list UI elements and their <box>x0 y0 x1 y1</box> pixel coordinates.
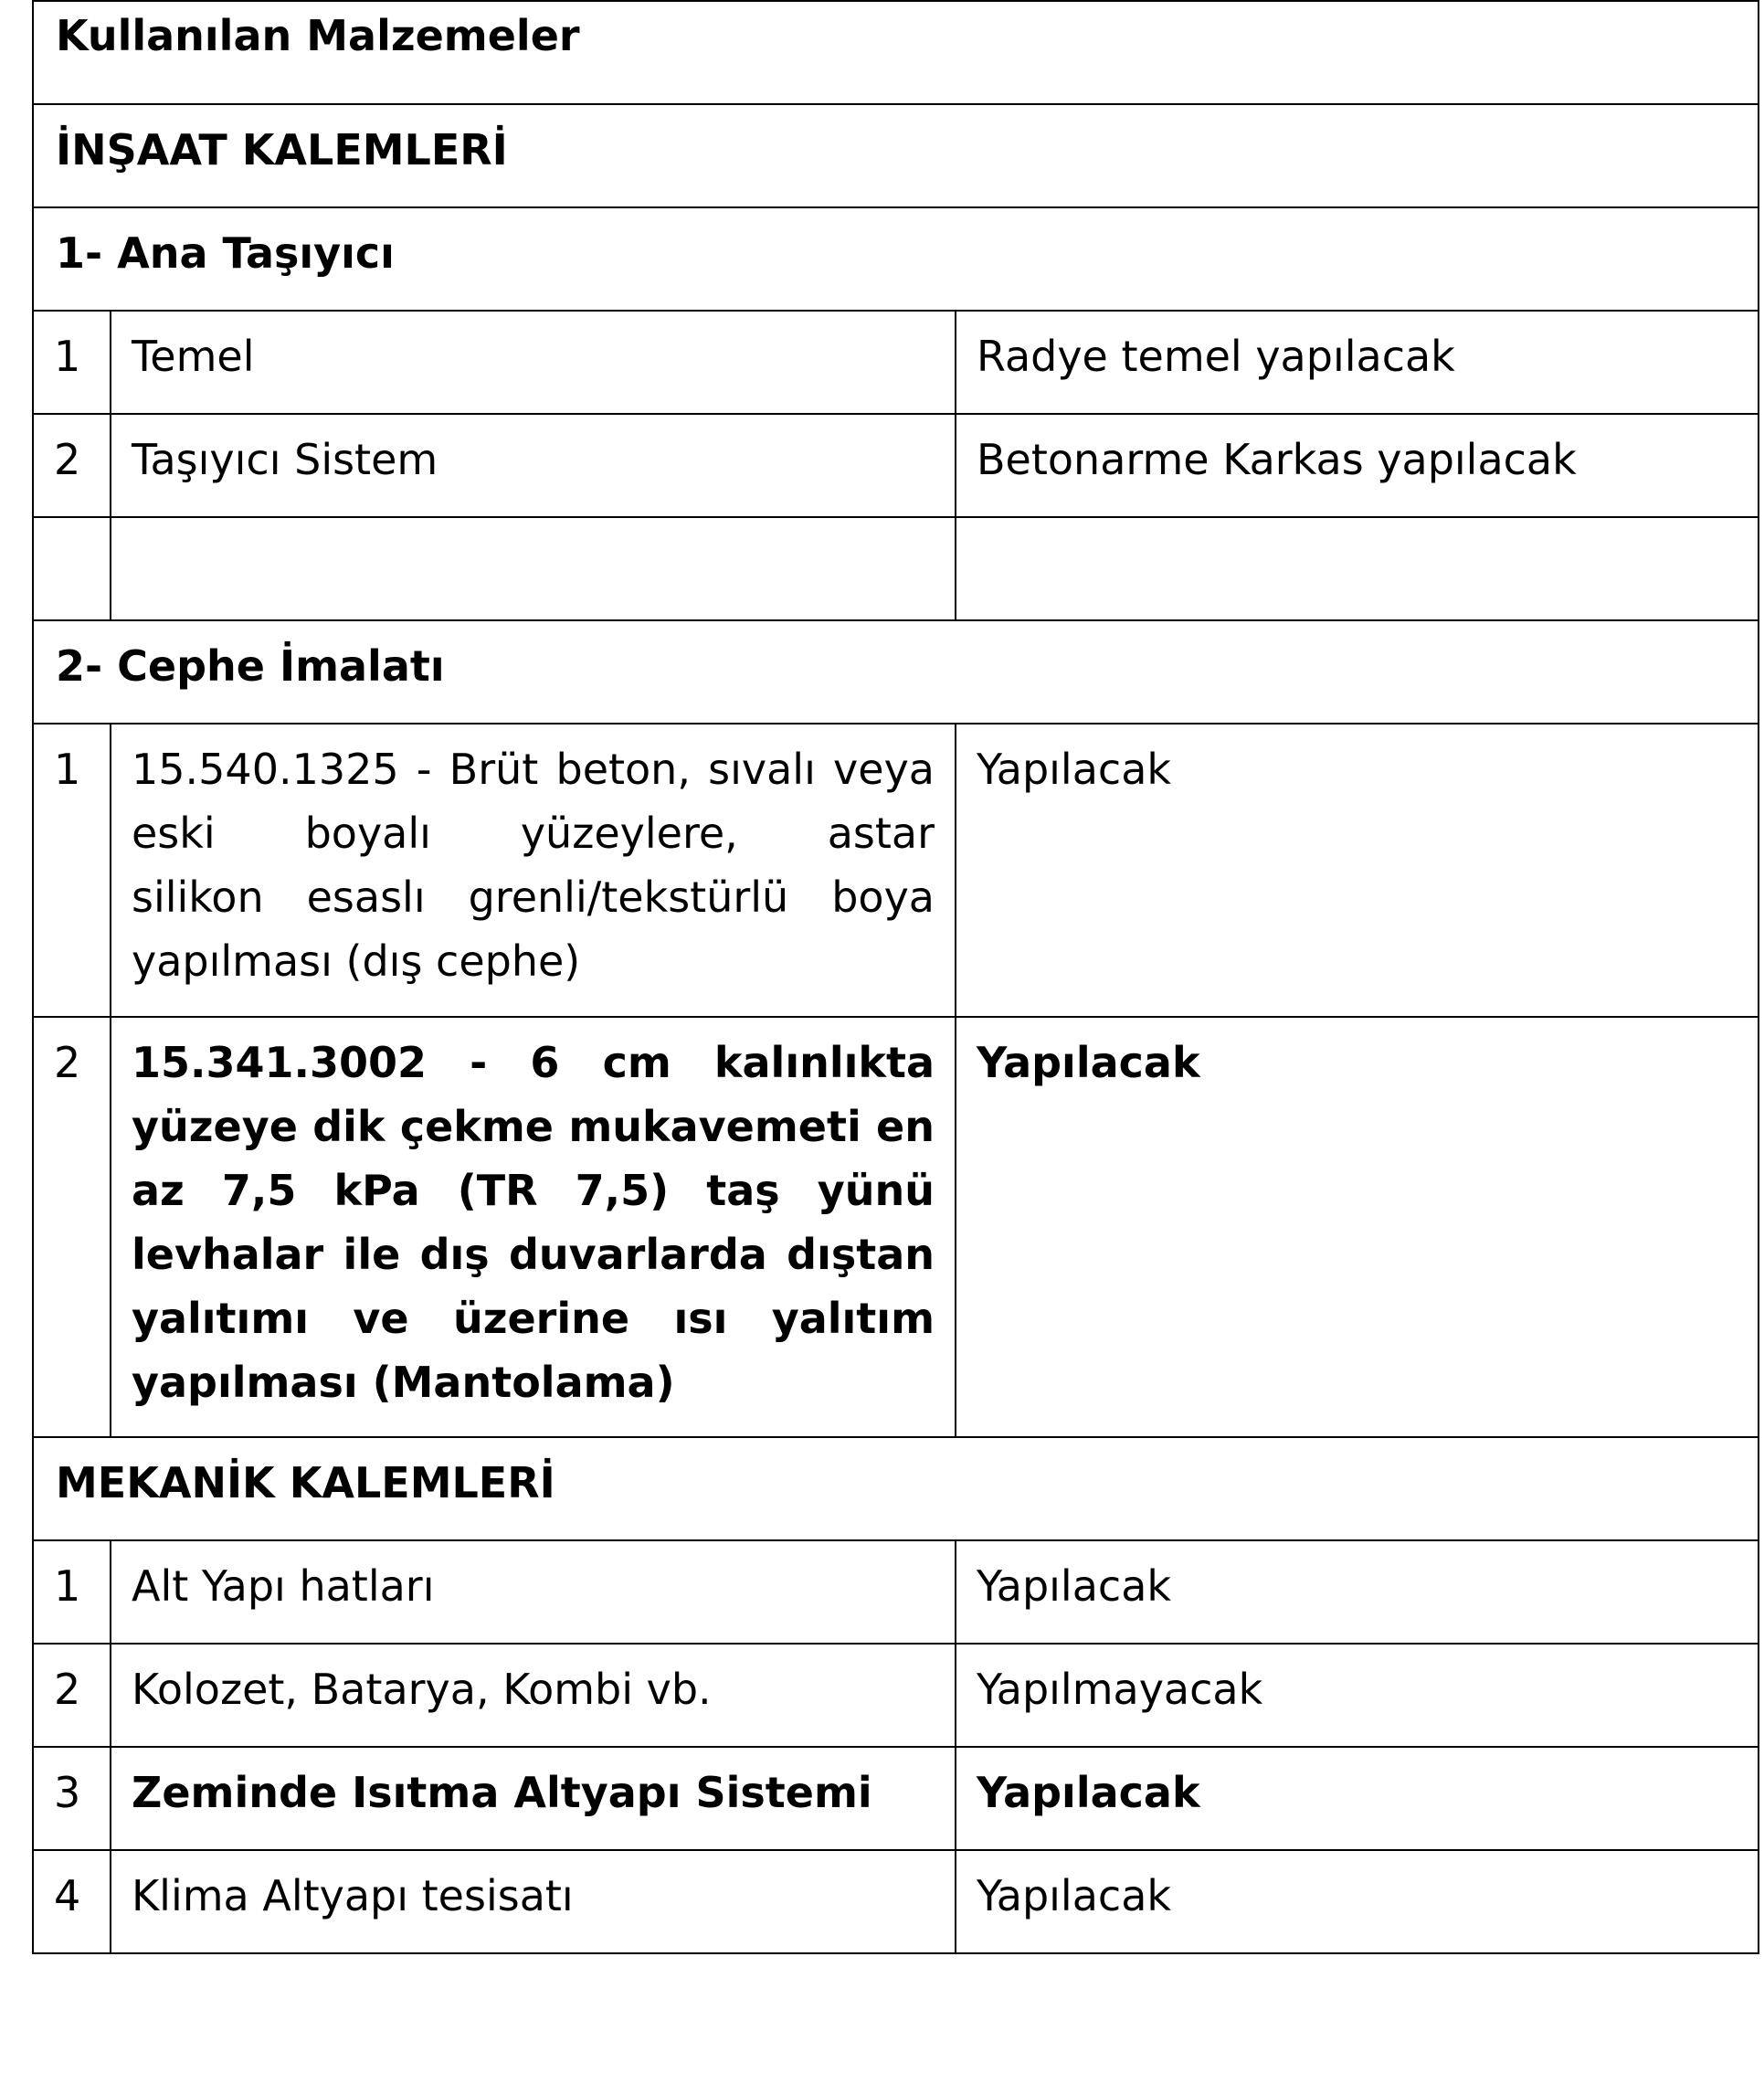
table-title: Kullanılan Malzemeler <box>56 11 580 60</box>
section-cell-cephe <box>33 620 1759 724</box>
status-cell <box>956 724 1759 1017</box>
section-title-mekanik: MEKANİK KALEMLERİ <box>56 1458 555 1507</box>
table-row <box>33 1747 1759 1850</box>
status-text: Yapılacak <box>977 1768 1200 1817</box>
row-number: 1 <box>54 1561 81 1611</box>
section-row-cephe <box>33 620 1759 724</box>
item-text-line: 15.540.1325 - Brüt beton, sıvalı veya <box>132 745 935 794</box>
item-text-line: silikon esaslı grenli/tekstürlü boya <box>132 873 935 922</box>
row-number-cell <box>33 1644 111 1747</box>
item-text: Temel <box>132 332 255 381</box>
table-row <box>33 1644 1759 1747</box>
section-cell-mekanik <box>33 1437 1759 1540</box>
status-cell <box>956 414 1759 517</box>
table-row <box>33 311 1759 414</box>
row-number: 2 <box>54 1665 81 1714</box>
item-text <box>111 1018 955 1423</box>
empty-cell <box>956 517 1759 620</box>
row-number-cell <box>33 1850 111 1953</box>
item-cell <box>111 414 956 517</box>
item-text-line: yalıtımı ve üzerine ısı yalıtım <box>132 1294 935 1343</box>
item-text-line: yüzeye dik çekme mukavemeti en <box>132 1102 935 1151</box>
item-text-line: yapılması (Mantolama) <box>132 1358 675 1407</box>
row-number: 3 <box>54 1768 81 1817</box>
status-cell <box>956 1850 1759 1953</box>
section-title-ana-tasiyici: 1- Ana Taşıyıcı <box>56 228 395 278</box>
table-title-cell <box>33 1 1759 104</box>
row-number: 1 <box>54 332 81 381</box>
item-text: Alt Yapı hatları <box>132 1561 435 1611</box>
table-row <box>33 724 1759 1017</box>
table-row <box>33 1540 1759 1644</box>
item-text-line: levhalar ile dış duvarlarda dıştan <box>132 1230 935 1279</box>
item-text: Kolozet, Batarya, Kombi vb. <box>132 1665 712 1714</box>
item-text: Taşıyıcı Sistem <box>132 435 438 484</box>
status-text: Yapılmayacak <box>977 1665 1263 1714</box>
item-text-line: az 7,5 kPa (TR 7,5) taş yünü <box>132 1166 935 1215</box>
empty-cell <box>33 517 111 620</box>
status-text: Betonarme Karkas yapılacak <box>977 435 1577 484</box>
item-cell <box>111 724 956 1017</box>
item-text: Klima Altyapı tesisatı <box>132 1871 574 1920</box>
section-cell-ana-tasiyici <box>33 207 1759 311</box>
item-text-line: 15.341.3002 - 6 cm kalınlıkta <box>132 1038 935 1087</box>
status-cell <box>956 311 1759 414</box>
section-row-ana-tasiyici <box>33 207 1759 311</box>
item-text <box>111 724 955 1002</box>
table-row <box>33 414 1759 517</box>
item-text-line: eski boyalı yüzeylere, astar <box>132 809 935 858</box>
item-cell <box>111 1850 956 1953</box>
row-number-cell <box>33 1540 111 1644</box>
row-number: 2 <box>54 435 81 484</box>
item-cell <box>111 1540 956 1644</box>
item-cell <box>111 1017 956 1437</box>
item-cell <box>111 1747 956 1850</box>
status-cell <box>956 1644 1759 1747</box>
item-cell <box>111 311 956 414</box>
empty-row <box>33 517 1759 620</box>
table-row <box>33 1850 1759 1953</box>
status-text: Yapılacak <box>977 1561 1172 1611</box>
status-cell <box>956 1540 1759 1644</box>
materials-table <box>32 0 1759 1954</box>
row-number-cell <box>33 414 111 517</box>
row-number-cell <box>33 1017 111 1437</box>
row-number-cell <box>33 311 111 414</box>
status-cell <box>956 1017 1759 1437</box>
row-number-cell <box>33 724 111 1017</box>
item-cell <box>111 1644 956 1747</box>
row-number-cell <box>33 1747 111 1850</box>
section-row-mekanik <box>33 1437 1759 1540</box>
status-text: Radye temel yapılacak <box>977 332 1455 381</box>
section-cell-insaat <box>33 104 1759 207</box>
status-cell <box>956 1747 1759 1850</box>
row-number: 1 <box>54 745 81 794</box>
section-title-insaat: İNŞAAT KALEMLERİ <box>56 125 508 175</box>
table-title-row <box>33 1 1759 104</box>
status-text: Yapılacak <box>977 1871 1172 1920</box>
table-row <box>33 1017 1759 1437</box>
row-number: 4 <box>54 1871 81 1920</box>
section-title-cephe: 2- Cephe İmalatı <box>56 641 445 691</box>
status-text: Yapılacak <box>977 745 1172 794</box>
status-text: Yapılacak <box>977 1038 1200 1087</box>
item-text: Zeminde Isıtma Altyapı Sistemi <box>132 1768 872 1817</box>
empty-cell <box>111 517 956 620</box>
row-number: 2 <box>54 1038 81 1087</box>
section-row-insaat <box>33 104 1759 207</box>
item-text-line: yapılması (dış cephe) <box>132 936 581 986</box>
